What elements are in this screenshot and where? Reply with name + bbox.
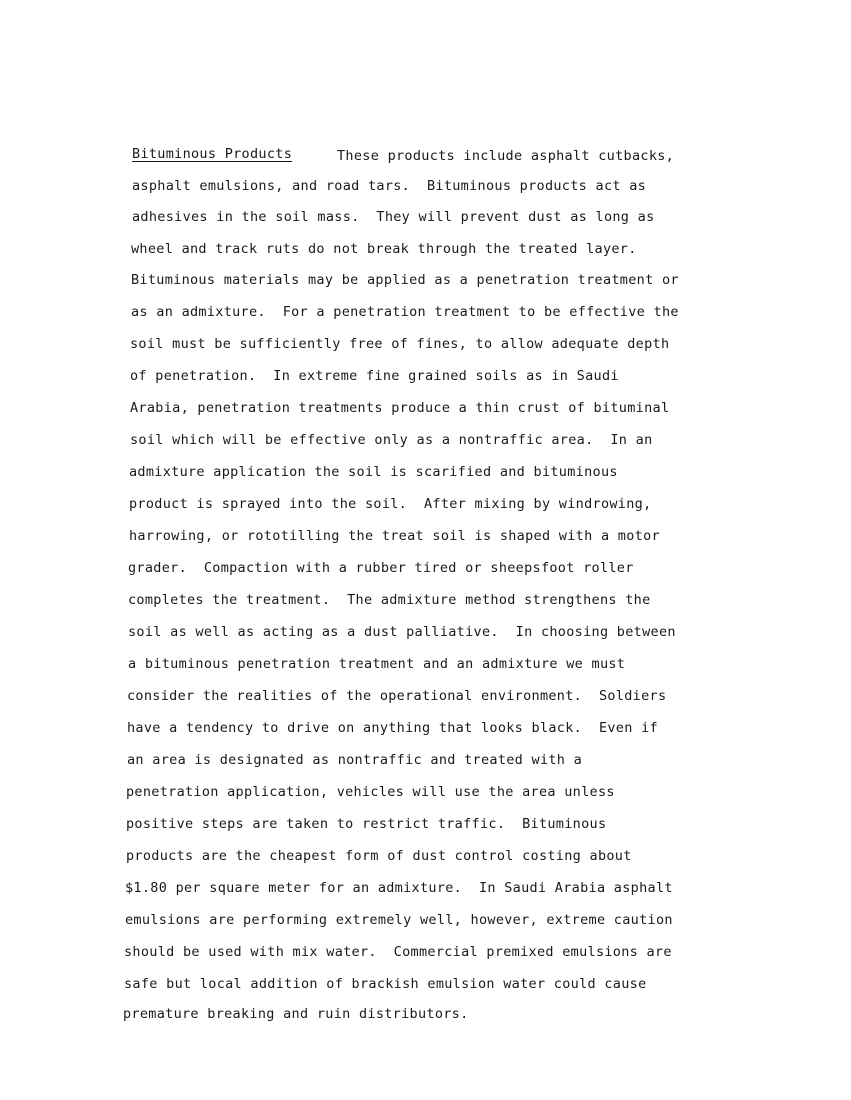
text-line: wheel and track ruts do not break through the treated layer. bbox=[131, 241, 637, 257]
text-line: penetration application, vehicles will use the area unless bbox=[126, 784, 615, 800]
text-line: soil must be sufficiently free of fines, to allow adequate depth bbox=[130, 336, 670, 352]
text-line: $1.80 per square meter for an admixture. In Saudi Arabia asphalt bbox=[125, 880, 673, 896]
text-line: safe but local addition of brackish emulsion water could cause bbox=[124, 976, 647, 992]
text-line: soil as well as acting as a dust palliative. In choosing between bbox=[128, 624, 676, 640]
text-line: adhesives in the soil mass. They will prevent dust as long as bbox=[132, 209, 655, 225]
text-line: as an admixture. For a penetration treatment to be effective the bbox=[131, 304, 679, 320]
section-heading: Bituminous Products bbox=[132, 146, 293, 162]
text-line: have a tendency to drive on anything that looks black. Even if bbox=[127, 720, 658, 736]
text-line: harrowing, or rototilling the treat soil is shaped with a motor bbox=[129, 528, 660, 544]
text-line: products are the cheapest form of dust control costing about bbox=[126, 848, 632, 864]
text-line: positive steps are taken to restrict traffic. Bituminous bbox=[126, 816, 607, 832]
text-line: admixture application the soil is scarified and bituminous bbox=[129, 464, 618, 480]
text-line: asphalt emulsions, and road tars. Bituminous products act as bbox=[132, 178, 647, 194]
text-line: product is sprayed into the soil. After mixing by windrowing, bbox=[129, 496, 652, 512]
text-line: an area is designated as nontraffic and treated with a bbox=[127, 752, 583, 768]
text-line: of penetration. In extreme fine grained soils as in Saudi bbox=[130, 368, 619, 384]
text-line: a bituminous penetration treatment and an admixture we must bbox=[128, 656, 626, 672]
text-line: soil which will be effective only as a nontraffic area. In an bbox=[130, 432, 653, 448]
text-line: premature breaking and ruin distributors. bbox=[123, 1006, 469, 1022]
text-line: consider the realities of the operational environment. Soldiers bbox=[127, 688, 667, 704]
text-line: emulsions are performing extremely well, however, extreme caution bbox=[125, 912, 673, 928]
text-line: completes the treatment. The admixture method strengthens the bbox=[128, 592, 651, 608]
text-line: should be used with mix water. Commercial premixed emulsions are bbox=[124, 944, 672, 960]
text-line: Bituminous materials may be applied as a penetration treatment or bbox=[131, 272, 679, 288]
text-line: grader. Compaction with a rubber tired or sheepsfoot roller bbox=[128, 560, 634, 576]
text-line: These products include asphalt cutbacks, bbox=[337, 148, 675, 164]
text-line: Arabia, penetration treatments produce a thin crust of bituminal bbox=[130, 400, 670, 416]
